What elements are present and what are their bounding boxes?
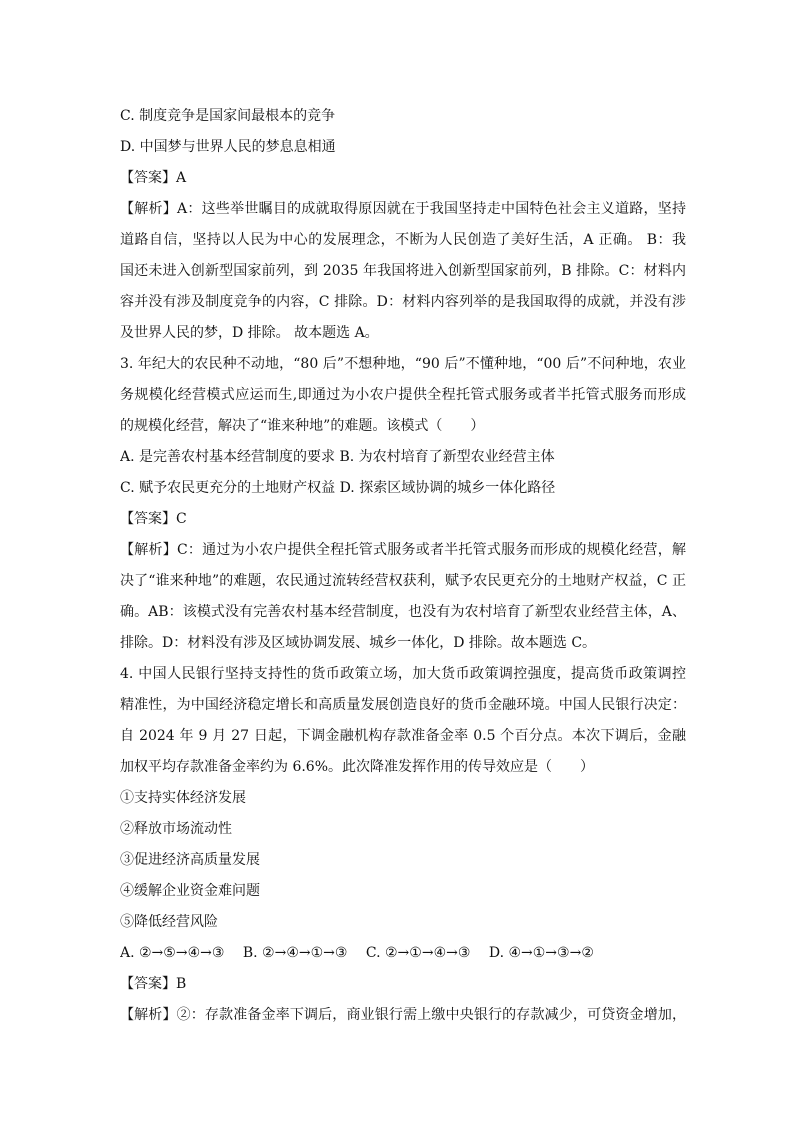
text-line: D. 中国梦与世界人民的梦息息相通 bbox=[120, 139, 336, 155]
text-line: 决了“谁来种地”的难题，农民通过流转经营权获利，赋予农民更充分的土地财产权益，C 正 bbox=[120, 573, 686, 589]
text-line: 国还未进入创新型国家前列，到 2035 年我国将进入创新型国家前列，B 排除。C：材料内 bbox=[120, 263, 686, 279]
text-line: 精准性，为中国经济稳定增长和高质量发展创造良好的货币金融环境。中国人民银行决定： bbox=[120, 697, 686, 713]
text-line: A. ②→⑤→④→③ B. ②→④→①→③ C. ②→①→④→③ D. ④→①→③→② bbox=[120, 945, 594, 961]
text-line: 【答案】A bbox=[120, 170, 187, 186]
text-line: 自 2024 年 9 月 27 日起，下调金融机构存款准备金率 0.5 个百分点。本次下调后，金融 bbox=[120, 728, 686, 744]
text-line: 【解析】②：存款准备金率下调后，商业银行需上缴中央银行的存款减少，可贷资金增加， bbox=[120, 1007, 686, 1023]
text-line: 【答案】C bbox=[120, 511, 187, 527]
text-line: ③促进经济高质量发展 bbox=[120, 852, 260, 868]
text-line: 排除。D：材料没有涉及区域协调发展、城乡一体化，D 排除。故本题选 C。 bbox=[120, 635, 597, 651]
text-line: ⑤降低经营风险 bbox=[120, 914, 218, 930]
text-line: C. 制度竞争是国家间最根本的竞争 bbox=[120, 108, 336, 124]
text-line: ④缓解企业资金难问题 bbox=[120, 883, 260, 899]
text-line: 4. 中国人民银行坚持支持性的货币政策立场，加大货币政策调控强度，提高货币政策调控 bbox=[120, 666, 686, 682]
text-line: 确。AB：该模式没有完善农村基本经营制度，也没有为农村培育了新型农业经营主体，A、 bbox=[120, 604, 686, 620]
text-line: A. 是完善农村基本经营制度的要求 B. 为农村培育了新型农业经营主体 bbox=[120, 449, 555, 465]
text-line: 及世界人民的梦，D 排除。 故本题选 A。 bbox=[120, 325, 379, 341]
text-line: 【解析】C：通过为小农户提供全程托管式服务或者半托管式服务而形成的规模化经营，解 bbox=[120, 542, 686, 558]
text-line: 容并没有涉及制度竞争的内容，C 排除。D：材料内容列举的是我国取得的成就，并没有涉 bbox=[120, 294, 686, 310]
text-line: 【解析】A：这些举世瞩目的成就取得原因就在于我国坚持走中国特色社会主义道路，坚持 bbox=[120, 201, 686, 217]
text-line: ②释放市场流动性 bbox=[120, 821, 232, 837]
text-line: 加权平均存款准备金率约为 6.6%。此次降准发挥作用的传导效应是（ ） bbox=[120, 759, 595, 775]
text-line: 道路自信，坚持以人民为中心的发展理念，不断为人民创造了美好生活，A 正确。 B：我 bbox=[120, 232, 686, 248]
text-line: 务规模化经营模式应运而生,即通过为小农户提供全程托管式服务或者半托管式服务而形成 bbox=[120, 387, 686, 403]
text-line: 【答案】B bbox=[120, 976, 187, 992]
text-line: ①支持实体经济发展 bbox=[120, 790, 246, 806]
document-body bbox=[120, 101, 686, 1031]
text-line: 的规模化经营，解决了“谁来种地”的难题。该模式（ ） bbox=[120, 418, 485, 434]
text-line: C. 赋予农民更充分的土地财产权益 D. 探索区域协调的城乡一体化路径 bbox=[120, 480, 556, 496]
text-line: 3. 年纪大的农民种不动地，“80 后”不想种地，“90 后”不懂种地，“00 后”不问种地，农业 bbox=[120, 356, 686, 372]
